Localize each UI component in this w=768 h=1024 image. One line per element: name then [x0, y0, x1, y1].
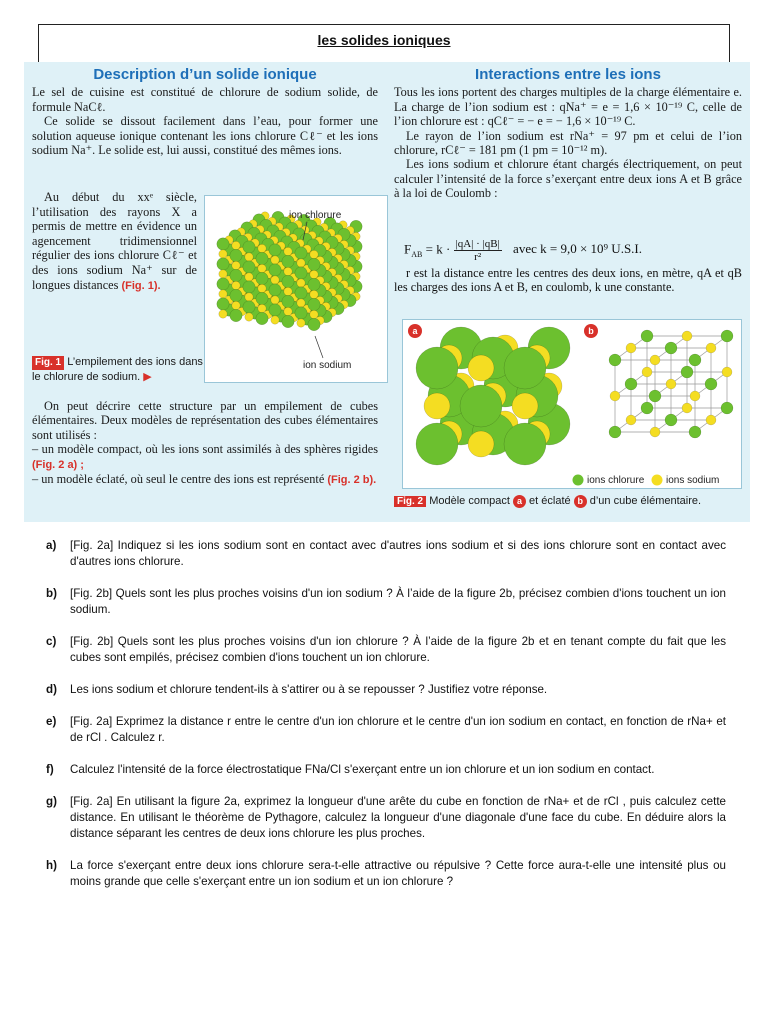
fig2-caption-part-1: Modèle compact [429, 495, 510, 507]
sodium-ion [258, 244, 266, 252]
sodium-ion [626, 343, 636, 353]
question-letter: c) [46, 635, 57, 648]
chlorure-ion [295, 287, 307, 299]
chlorure-ion [243, 301, 255, 313]
chlorure-ion [269, 304, 281, 316]
chlorure-ion [295, 267, 307, 279]
question-item [46, 858, 726, 890]
sodium-ion [219, 310, 227, 318]
chlorure-ion [665, 414, 677, 426]
right-paragraph-1: Tous les ions portent des charges multiples de la charge élémentaire e. La charge de l’ion sodium est : qNa⁺ = e = 1,6 × 10⁻¹⁹ C, celle de l’ion chlorure est : qCℓ⁻ = − e = − 1,6 × 10⁻¹⁹ C. [394, 85, 742, 129]
sodium-ion [232, 241, 240, 249]
fig1-leader-bottom [315, 336, 323, 358]
chlorure-ion [282, 275, 294, 287]
question-figure-tag: [Fig. 2a] [70, 715, 116, 728]
chlorure-ion [609, 354, 621, 366]
question-item [46, 794, 726, 842]
right-paragraph-3: Les ions sodium et chlorure étant chargés électriquement, on peut calculer l’intensité de la force s’exerçant entre deux ions A et B grâce à la loi de Coulomb : [394, 157, 742, 201]
question-letter: d) [46, 683, 57, 696]
fig1-label-chlorure: ion chlorure [289, 210, 342, 221]
left-lower-block [32, 399, 378, 487]
sodium-ion [626, 415, 636, 425]
chlorure-ion [641, 402, 653, 414]
sodium-ion [219, 270, 227, 278]
chlorure-ion [295, 307, 307, 319]
chlorure-ion [243, 261, 255, 273]
sodium-ion [232, 261, 240, 269]
chlorure-ion [217, 258, 229, 270]
chlorure-ion [230, 269, 242, 281]
left-paragraph-3 [32, 190, 197, 293]
left-paragraph-1: Le sel de cuisine est constitué de chlorure de sodium solide, de formule NaCℓ. [32, 85, 378, 114]
chlorure-ion [625, 378, 637, 390]
sodium-ion [219, 250, 227, 258]
formula-f: F [404, 241, 412, 257]
sodium-ion [706, 415, 716, 425]
badge-b-label: b [588, 326, 594, 336]
sodium-ion [310, 310, 318, 318]
badge-a-label: a [412, 326, 418, 336]
question-item [46, 762, 726, 778]
chlorure-ion [705, 378, 717, 390]
question-figure-tag: [Fig. 2a] [70, 539, 118, 552]
sodium-ion [610, 391, 620, 401]
question-text: Quels sont les plus proches voisins d'un ion chlorure ? À l’aide de la figure 2b et en tenant compte du fait que les cubes sont empilés, précisez combien d'ions touchent un ion chlorure. [70, 635, 727, 664]
question-letter: h) [46, 859, 57, 872]
chlorure-ion [308, 258, 320, 270]
sodium-ion [284, 287, 292, 295]
chlorure-ion [217, 278, 229, 290]
chlorure-ion [416, 347, 458, 389]
fig2-caption-part-3: d’un cube élémentaire. [589, 495, 702, 507]
sodium-ion [284, 267, 292, 275]
chlorure-ion [282, 255, 294, 267]
sodium-ion [310, 270, 318, 278]
sodium-ion [271, 256, 279, 264]
formula-denominator: r² [474, 251, 482, 263]
question-text: En utilisant la figure 2a, exprimez la longueur d'une arête du cube en fonction de rNa+ et de rCl , puis calculez cette distance. En utilisant le théorème de Pythagore, calculez la longueur d'une diagonale d'une face du cube. En déduire alors la distance séparant les centres de deux ions chlorure les plus proches. [70, 795, 726, 840]
question-letter: e) [46, 715, 57, 728]
sodium-ion [284, 307, 292, 315]
sodium-ion [258, 304, 266, 312]
sodium-ion [682, 403, 692, 413]
chlorure-ion [609, 426, 621, 438]
question-item [46, 586, 726, 618]
question-letter: a) [46, 539, 57, 552]
fig1-number: Fig. 1 [32, 356, 64, 370]
chlorure-ion [243, 281, 255, 293]
sodium-ion [706, 343, 716, 353]
chlorure-ion [230, 289, 242, 301]
chlorure-ion [641, 330, 653, 342]
question-item [46, 714, 726, 746]
chlorure-ion [269, 284, 281, 296]
sodium-ion [512, 393, 538, 419]
chlorure-ion [689, 354, 701, 366]
fig2-caption-part-2: et éclaté [529, 495, 571, 507]
fig1-caption-text: L’empilement des ions dans le chlorure de sodium. [32, 356, 203, 383]
sodium-ion [258, 264, 266, 272]
left-paragraph-3-text: Au début du xxᵉ siècle, l’utilisation des rayons X a permis de mettre en évidence un agencement tridimensionnel régulier des ions chlorure Cℓ⁻ et des ions sodium Na⁺ sur de longues distances [32, 190, 197, 292]
legend-sodium: ions sodium [666, 475, 720, 486]
chlorure-ion [460, 385, 502, 427]
right-heading: Interactions entre les ions [475, 66, 661, 83]
formula-sub: AB [411, 250, 423, 260]
left-paragraph-3-block [32, 190, 197, 293]
right-paragraph-2: Le rayon de l’ion sodium est rNa⁺ = 97 pm et celui de l’ion chlorure, rCℓ⁻ = 181 pm (1 pm = 10⁻¹² m). [394, 128, 742, 158]
expanded-model [609, 330, 733, 438]
sodium-ion [468, 431, 494, 457]
question-letter: b) [46, 587, 57, 600]
formula-constant: avec k = 9,0 × 10⁹ U.S.I. [513, 241, 642, 257]
left-paragraph-5 [32, 442, 378, 472]
page-title: les solides ioniques [317, 32, 451, 48]
chlorure-ion [217, 238, 229, 250]
legend-sodium-icon [652, 475, 663, 486]
question-text: Les ions sodium et chlorure tendent-ils à s'attirer ou à se repousser ? Justifiez votre réponse. [70, 683, 548, 696]
sodium-ion [271, 276, 279, 284]
right-paragraph-4: r est la distance entre les centres des deux ions, en mètre, qA et qB les charges des ions A et B, en coulomb, k une constante. [394, 266, 742, 295]
right-column [394, 68, 742, 201]
sodium-ion [232, 301, 240, 309]
fig1-label-sodium: ion sodium [303, 360, 352, 371]
chlorure-ion [649, 390, 661, 402]
sodium-ion [297, 279, 305, 287]
chlorure-ion [308, 278, 320, 290]
left-paragraph-2: Ce solide se dissout facilement dans l’eau, pour former une solution aqueuse ionique contenant les ions chlorure Cℓ⁻ et les ions sodium Na⁺. Le solide est, lui aussi, constitué des mêmes ions. [32, 114, 378, 158]
fig2b-ref: (Fig. 2 b). [327, 474, 377, 487]
fig2-svg [403, 320, 743, 490]
left-heading: Description d’un solide ionique [93, 66, 317, 83]
fig1-arrow-icon: ▶ [143, 371, 152, 383]
sodium-ion [650, 355, 660, 365]
sodium-ion [258, 284, 266, 292]
legend-chlorure-icon [573, 475, 584, 486]
title-frame [38, 24, 730, 62]
chlorure-ion [681, 366, 693, 378]
question-item [46, 538, 726, 570]
chlorure-ion [269, 244, 281, 256]
chlorure-ion [308, 318, 320, 330]
chlorure-ion [217, 298, 229, 310]
left-paragraph-6-text: – un modèle éclaté, où seul le centre des ions est représenté [32, 472, 325, 487]
sodium-ion [232, 281, 240, 289]
left-column [32, 68, 378, 157]
compact-model [416, 327, 570, 465]
sodium-ion [424, 393, 450, 419]
fig1-ref: (Fig. 1). [121, 279, 161, 292]
fig1-caption [32, 355, 207, 384]
chlorure-ion [243, 241, 255, 253]
question-figure-tag: [Fig. 2b] [70, 587, 116, 600]
sodium-ion [310, 250, 318, 258]
chlorure-ion [295, 247, 307, 259]
sodium-ion [650, 427, 660, 437]
question-item [46, 634, 726, 666]
fig2a-ref: (Fig. 2 a) ; [32, 458, 84, 471]
sodium-ion [245, 313, 253, 321]
chlorure-ion [256, 312, 268, 324]
question-text: Exprimez la distance r entre le centre d'un ion chlorure et le centre d'un ion sodium en contact, en fonction de rNa+ et de rCl . Calculez r. [70, 715, 727, 744]
sodium-ion [284, 247, 292, 255]
fig2-figure [402, 319, 742, 489]
question-text: Indiquez si les ions sodium sont en contact avec d'autres ions sodium et si des ions chlorure sont en contact avec d'autres ions chlorure. [70, 539, 726, 568]
question-letter: g) [46, 795, 57, 808]
sodium-ion [310, 290, 318, 298]
left-paragraph-5-text: – un modèle compact, où les ions sont assimilés à des sphères rigides [32, 442, 378, 457]
left-paragraph-4: On peut décrire cette structure par un empilement de cubes élémentaires. Deux modèles de représentation des cubes élémentaires sont utilisés : [32, 399, 378, 442]
sodium-ion [297, 299, 305, 307]
chlorure-ion [256, 252, 268, 264]
sodium-ion [219, 290, 227, 298]
formula-fraction [454, 238, 502, 263]
sodium-ion [271, 296, 279, 304]
sodium-ion [245, 253, 253, 261]
formula-numerator: |qA| · |qB| [455, 238, 500, 250]
chlorure-ion [256, 272, 268, 284]
sodium-ion [642, 367, 652, 377]
coulomb-formula [404, 238, 642, 263]
fig2-caption [394, 495, 701, 508]
question-text: La force s'exerçant entre deux ions chlorure sera-t-elle attractive ou répulsive ? Cette force aura-t-elle une intensité plus ou moins grande que celle s'exerçant entre un ion sodium et un ion chlorure ? [70, 859, 726, 888]
chlorure-ion [308, 298, 320, 310]
sodium-ion [297, 259, 305, 267]
sodium-ion [245, 273, 253, 281]
question-figure-tag: [Fig. 2b] [70, 635, 118, 648]
chlorure-ion [504, 347, 546, 389]
chlorure-ion [689, 426, 701, 438]
sodium-ion [245, 293, 253, 301]
chlorure-ion [230, 309, 242, 321]
chlorure-ion [665, 342, 677, 354]
left-paragraph-6 [32, 472, 378, 487]
sodium-ion [722, 367, 732, 377]
fig2-caption-badge-a: a [513, 495, 526, 508]
sodium-ion [690, 391, 700, 401]
sodium-ion [666, 379, 676, 389]
chlorure-ion [256, 292, 268, 304]
question-figure-tag: [Fig. 2a] [70, 795, 117, 808]
formula-eq: = k · [425, 241, 451, 257]
chlorure-ion [504, 423, 546, 465]
question-text: Quels sont les plus proches voisins d'un ion sodium ? À l’aide de la figure 2b, précisez combien d'ions touchent un ion sodium. [70, 587, 727, 616]
chlorure-ion [230, 249, 242, 261]
chlorure-ion [721, 330, 733, 342]
sodium-ion [682, 331, 692, 341]
question-text: Calculez l'intensité de la force électrostatique FNa/Cl s'exerçant entre un ion chlorure et un ion sodium en contact. [70, 763, 655, 776]
question-letter: f) [46, 763, 54, 776]
fig2-caption-badge-b: b [574, 495, 587, 508]
question-item [46, 682, 726, 698]
sodium-ion [468, 355, 494, 381]
fig2-number: Fig. 2 [394, 496, 426, 507]
chlorure-ion [269, 264, 281, 276]
fig1-lattice-svg [205, 196, 389, 384]
questions-list [46, 538, 726, 906]
sodium-ion [271, 316, 279, 324]
chlorure-ion [282, 315, 294, 327]
legend-chlorure: ions chlorure [587, 475, 645, 486]
chlorure-ion [721, 402, 733, 414]
chlorure-ion [282, 295, 294, 307]
sodium-ion [297, 319, 305, 327]
chlorure-ion [416, 423, 458, 465]
textbook-scan [24, 62, 750, 522]
fig1-lattice [204, 195, 388, 383]
